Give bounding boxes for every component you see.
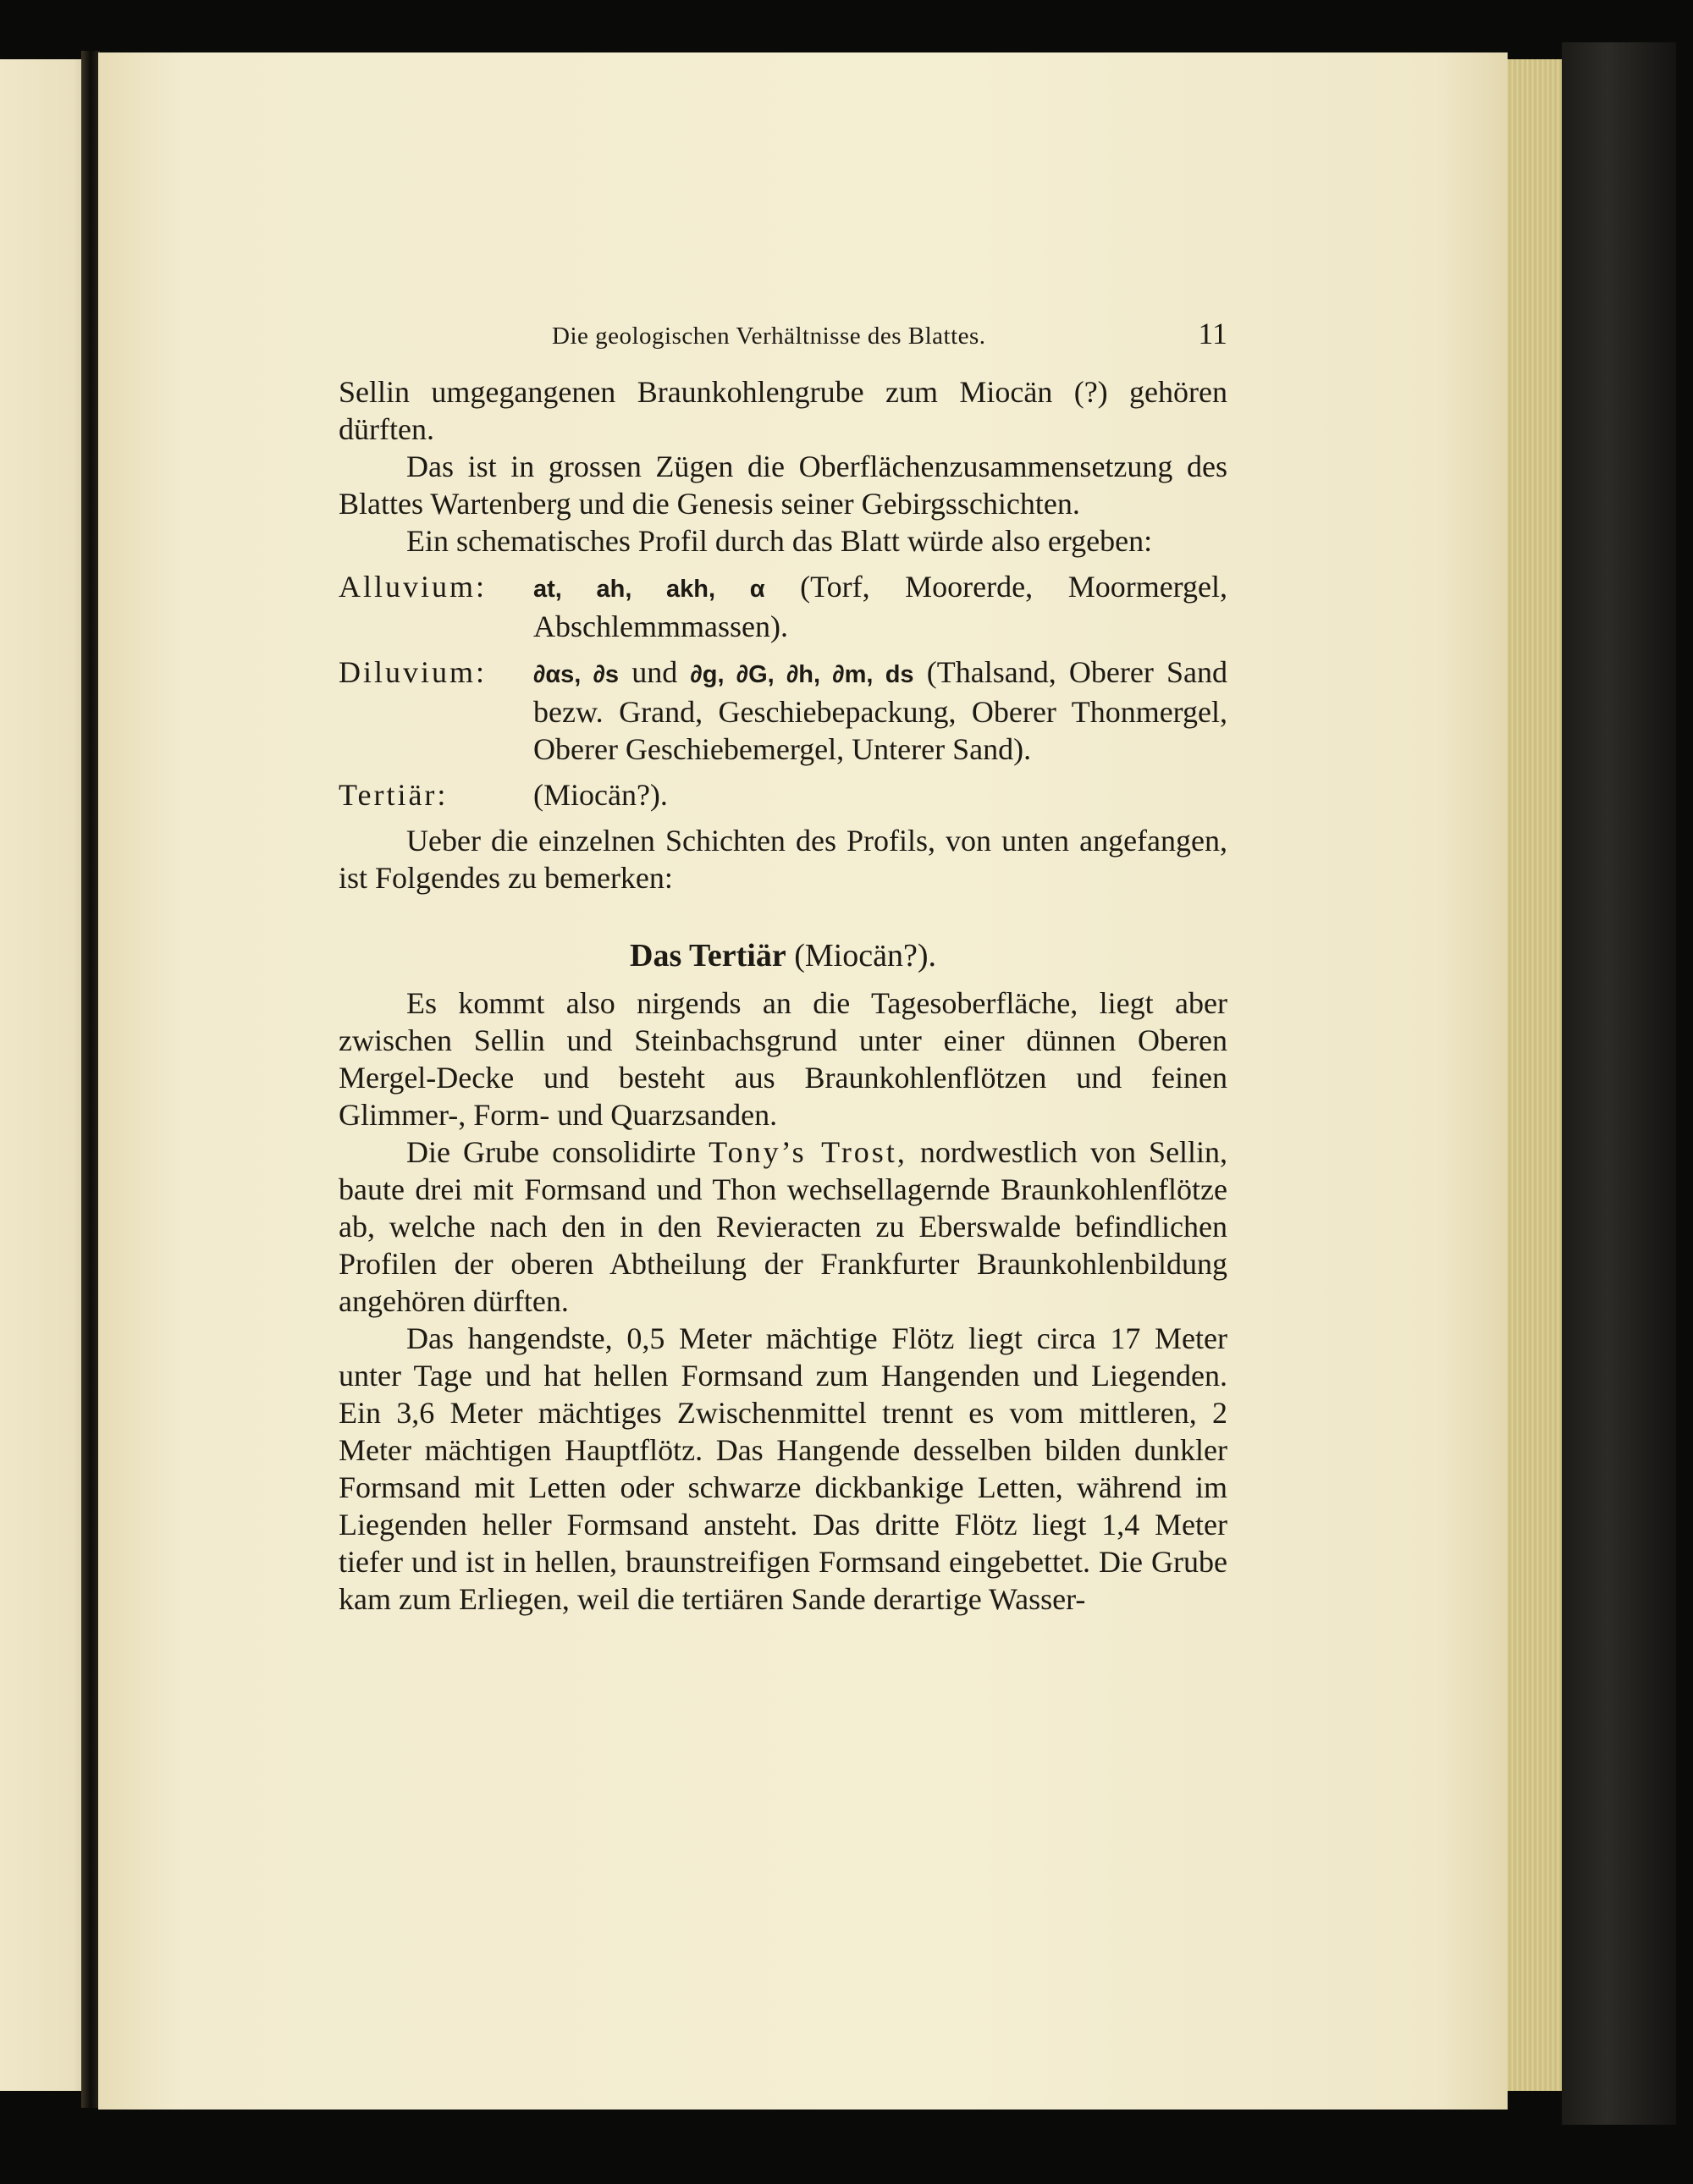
- paragraph-grube: [339, 1133, 1227, 1320]
- section-subtitle: (Miocän?).: [794, 938, 936, 973]
- profile-symbols-diluvium-b: ∂g, ∂G, ∂h, ∂m, ds: [690, 661, 914, 688]
- profile-label-diluvium: Diluvium:: [339, 655, 488, 689]
- grube-name: Tony’s Trost,: [709, 1135, 907, 1169]
- running-title: Die geologischen Verhältnisse des Blattes.: [552, 323, 986, 350]
- book-gutter: [81, 51, 100, 2108]
- page-number: 11: [1198, 317, 1227, 350]
- profile-text-tertiaer: (Miocän?).: [533, 778, 668, 812]
- grube-text-b: nordwestlich von Sellin, baute drei mit Formsand und Thon wechsellagernde Braunkohlenflötze ab, welche nach den in den Revieracten zu Eberswalde befindlichen Profilen der oberen Abtheilung der Frankfurter Braunkohlenbildung angehören dürften.: [339, 1135, 1228, 1318]
- profile-text-diluvium: (Thalsand, Oberer Sand bezw. Grand, Geschiebepackung, Oberer Thonmergel, Oberer Geschiebemergel, Unterer Sand).: [533, 655, 1227, 766]
- profile-text-alluvium: (Torf, Moorerde, Moormergel, Abschlemmmassen).: [533, 570, 1227, 643]
- profile-row-diluvium: [339, 654, 1227, 768]
- book-binding: [1562, 42, 1676, 2125]
- profile-label-alluvium: Alluvium:: [339, 570, 488, 604]
- left-page-edge: [0, 59, 91, 2091]
- profile-row-tertiaer: [339, 776, 1227, 813]
- paragraph-profile-intro: Ein schematisches Profil durch das Blatt würde also ergeben:: [406, 524, 1153, 558]
- paragraph-tertiaer-overview: Es kommt also nirgends an die Tagesoberfläche, liegt aber zwischen Sellin und Steinbachsgrund unter einer dünnen Oberen Mergel-Decke und besteht aus Braunkohlenflötzen und feinen Glimmer-, Form- und Quarzsanden.: [339, 986, 1227, 1132]
- paragraph-layers-intro: Ueber die einzelnen Schichten des Profils, von unten angefangen, ist Folgendes zu bemerken:: [339, 824, 1227, 895]
- profile-und: und: [631, 655, 678, 689]
- section-heading: [339, 937, 1227, 974]
- paragraph-floetz: Das hangendste, 0,5 Meter mächtige Flötz liegt circa 17 Meter unter Tage und hat hellen Formsand zum Hangenden und Liegenden. Ein 3,6 Meter mächtiges Zwischenmittel trennt es vom mittleren, 2 Meter mächtigen Hauptflötz. Das Hangende desselben bilden dunkler Formsand mit Letten oder schwarze dickbankige Letten, während im Liegenden heller Formsand ansteht. Das dritte Flötz liegt 1,4 Meter tiefer und ist in hellen, braunstreifigen Formsand eingebettet. Die Grube kam zum Erliegen, weil die tertiären Sande derartige Wasser-: [339, 1321, 1227, 1616]
- paragraph-summary: Das ist in grossen Zügen die Oberflächenzusammensetzung des Blattes Wartenberg und die Genesis seiner Gebirgsschichten.: [339, 449, 1227, 521]
- paragraph-continuation: Sellin umgegangenen Braunkohlengrube zum Miocän (?) gehören dürften.: [339, 375, 1227, 446]
- section-title: Das Tertiär: [630, 938, 786, 973]
- page-content: [339, 315, 1227, 1618]
- profile-symbols-alluvium: at, ah, akh, α: [533, 576, 765, 603]
- grube-text-a: Die Grube consolidirte: [406, 1135, 697, 1169]
- profile-row-alluvium: [339, 568, 1227, 645]
- running-header: [339, 315, 1227, 355]
- profile-symbols-diluvium-a: ∂αs, ∂s: [533, 661, 620, 688]
- profile-label-tertiaer: Tertiär:: [339, 778, 449, 812]
